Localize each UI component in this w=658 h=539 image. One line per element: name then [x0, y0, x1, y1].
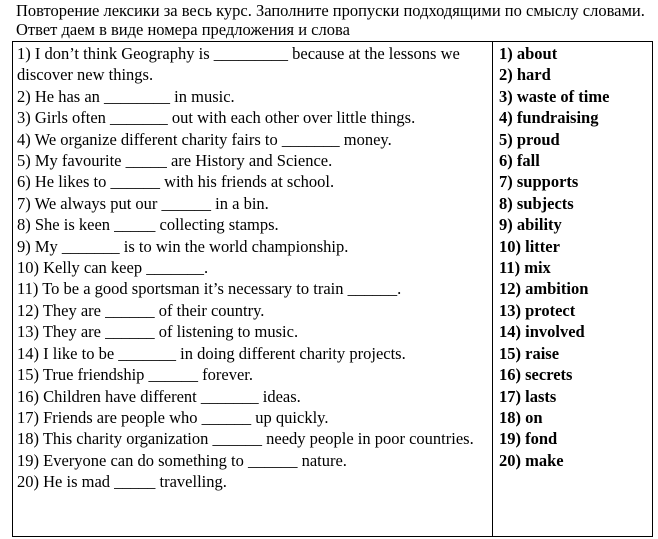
word-11: 11) mix	[499, 258, 551, 278]
word-16: 16) secrets	[499, 365, 573, 385]
sentence-17: 17) Friends are people who ______ up quickly.	[17, 407, 329, 427]
sentence-6: 6) He likes to ______ with his friends at school.	[17, 172, 335, 192]
sentence-19: 19) Everyone can do something to ______ nature.	[17, 450, 347, 470]
sentence-12: 12) They are ______ of their country.	[17, 300, 265, 320]
word-15: 15) raise	[499, 343, 560, 363]
word-2: 2) hard	[499, 65, 551, 85]
word-4: 4) fundraising	[499, 108, 599, 128]
sentence-7: 7) We always put our ______ in a bin.	[17, 193, 269, 213]
word-8: 8) subjects	[499, 193, 574, 213]
word-17: 17) lasts	[499, 386, 557, 406]
sentence-1: 1) I don’t think Geography is _________ because at the lessons we discover new things.	[17, 44, 460, 85]
word-18: 18) on	[499, 407, 543, 427]
exercise-heading: Повторение лексики за весь курс. Заполните пропуски подходящими по смыслу словами. Ответ даем в виде номера предложения и слова	[16, 1, 645, 39]
sentence-4: 4) We organize different charity fairs to _______ money.	[17, 129, 392, 149]
word-1: 1) about	[499, 44, 558, 63]
sentence-18: 18) This charity organization ______ needy people in poor countries.	[17, 429, 474, 449]
word-12: 12) ambition	[499, 279, 589, 299]
sentence-5: 5) My favourite _____ are History and Science.	[17, 151, 333, 171]
word-20: 20) make	[499, 450, 564, 470]
exercise-table	[12, 41, 653, 537]
sentence-3: 3) Girls often _______ out with each other over little things.	[17, 108, 416, 128]
sentence-14: 14) I like to be _______ in doing different charity projects.	[17, 343, 406, 363]
word-19: 19) fond	[499, 429, 558, 449]
sentence-16: 16) Children have different _______ ideas.	[17, 386, 301, 406]
sentence-10: 10) Kelly can keep _______.	[17, 258, 209, 278]
sentence-11: 11) To be a good sportsman it’s necessary to train ______.	[17, 279, 402, 299]
sentence-15: 15) True friendship ______ forever.	[17, 365, 254, 385]
word-7: 7) supports	[499, 172, 579, 192]
word-14: 14) involved	[499, 322, 585, 342]
sentence-9: 9) My _______ is to win the world championship.	[17, 236, 349, 256]
sentence-8: 8) She is keen _____ collecting stamps.	[17, 215, 279, 235]
word-9: 9) ability	[499, 215, 562, 235]
sentences-column	[17, 43, 489, 493]
word-6: 6) fall	[499, 151, 540, 171]
word-3: 3) waste of time	[499, 86, 610, 106]
word-5: 5) proud	[499, 129, 560, 149]
word-13: 13) protect	[499, 300, 576, 320]
sentence-2: 2) He has an ________ in music.	[17, 86, 235, 106]
sentence-20: 20) He is mad _____ travelling.	[17, 472, 227, 492]
word-10: 10) litter	[499, 236, 560, 256]
sentence-13: 13) They are ______ of listening to music.	[17, 322, 299, 342]
word-bank-column	[499, 43, 649, 471]
column-divider	[492, 42, 493, 536]
